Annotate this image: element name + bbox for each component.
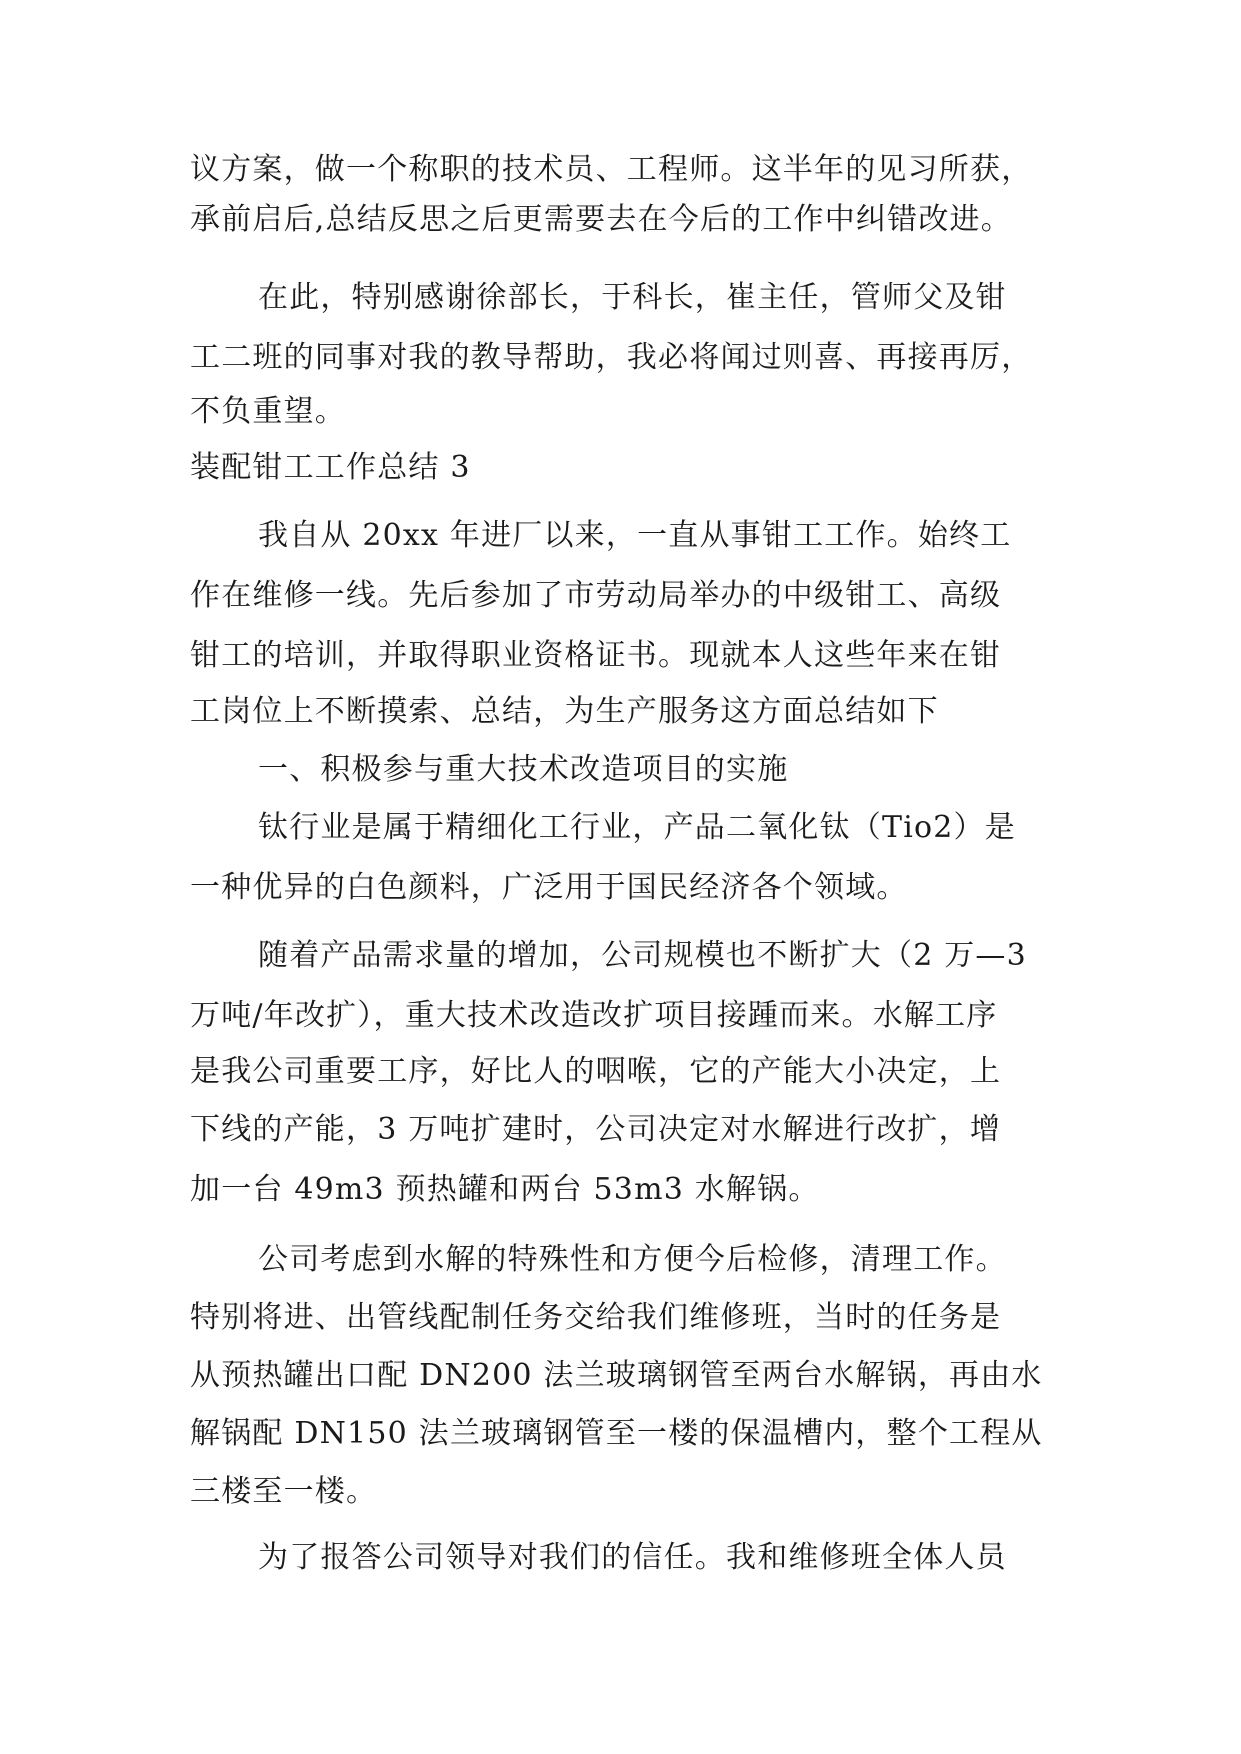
paragraph-line: 下线的产能，3 万吨扩建时，公司决定对水解进行改扩，增 bbox=[190, 1112, 1002, 1147]
paragraph-line: 工二班的同事对我的教导帮助，我必将闻过则喜、再接再厉， bbox=[190, 340, 1033, 375]
paragraph-line: 万吨/年改扩），重大技术改造改扩项目接踵而来。水解工序 bbox=[190, 998, 998, 1033]
paragraph-line: 三楼至一楼。 bbox=[190, 1474, 378, 1509]
paragraph-line: 公司考虑到水解的特殊性和方便今后检修，清理工作。 bbox=[258, 1242, 1007, 1277]
paragraph-line: 在此，特别感谢徐部长，于科长，崔主任，管师父及钳 bbox=[258, 280, 1007, 315]
paragraph-line: 不负重望。 bbox=[190, 394, 346, 429]
paragraph-line: 为了报答公司领导对我们的信任。我和维修班全体人员 bbox=[258, 1540, 1007, 1575]
paragraph-line: 作在维修一线。先后参加了市劳动局举办的中级钳工、高级 bbox=[190, 578, 1002, 613]
paragraph-line: 我自从 20xx 年进厂以来，一直从事钳工工作。始终工 bbox=[258, 518, 1012, 553]
paragraph-line: 议方案，做一个称职的技术员、工程师。这半年的见习所获， bbox=[190, 152, 1033, 187]
paragraph-line: 特别将进、出管线配制任务交给我们维修班，当时的任务是 bbox=[190, 1300, 1002, 1335]
paragraph-line: 从预热罐出口配 DN200 法兰玻璃钢管至两台水解锅，再由水 bbox=[190, 1358, 1043, 1393]
paragraph-line: 钛行业是属于精细化工行业，产品二氧化钛（Tio2）是 bbox=[258, 810, 1016, 845]
paragraph-line: 钳工的培训，并取得职业资格证书。现就本人这些年来在钳 bbox=[190, 638, 1002, 673]
section-heading: 装配钳工工作总结 3 bbox=[190, 450, 471, 485]
paragraph-line: 解锅配 DN150 法兰玻璃钢管至一楼的保温槽内，整个工程从 bbox=[190, 1416, 1043, 1451]
paragraph-line: 工岗位上不断摸索、总结，为生产服务这方面总结如下 bbox=[190, 694, 939, 729]
paragraph-line: 一种优异的白色颜料，广泛用于国民经济各个领域。 bbox=[190, 870, 908, 905]
paragraph-line: 加一台 49m3 预热罐和两台 53m3 水解锅。 bbox=[190, 1172, 820, 1207]
paragraph-line: 是我公司重要工序，好比人的咽喉，它的产能大小决定，上 bbox=[190, 1054, 1002, 1089]
paragraph-line: 承前启后,总结反思之后更需要去在今后的工作中纠错改进。 bbox=[190, 202, 1012, 237]
subsection-heading: 一、积极参与重大技术改造项目的实施 bbox=[258, 752, 789, 787]
paragraph-line: 随着产品需求量的增加，公司规模也不断扩大（2 万—3 bbox=[258, 938, 1027, 973]
